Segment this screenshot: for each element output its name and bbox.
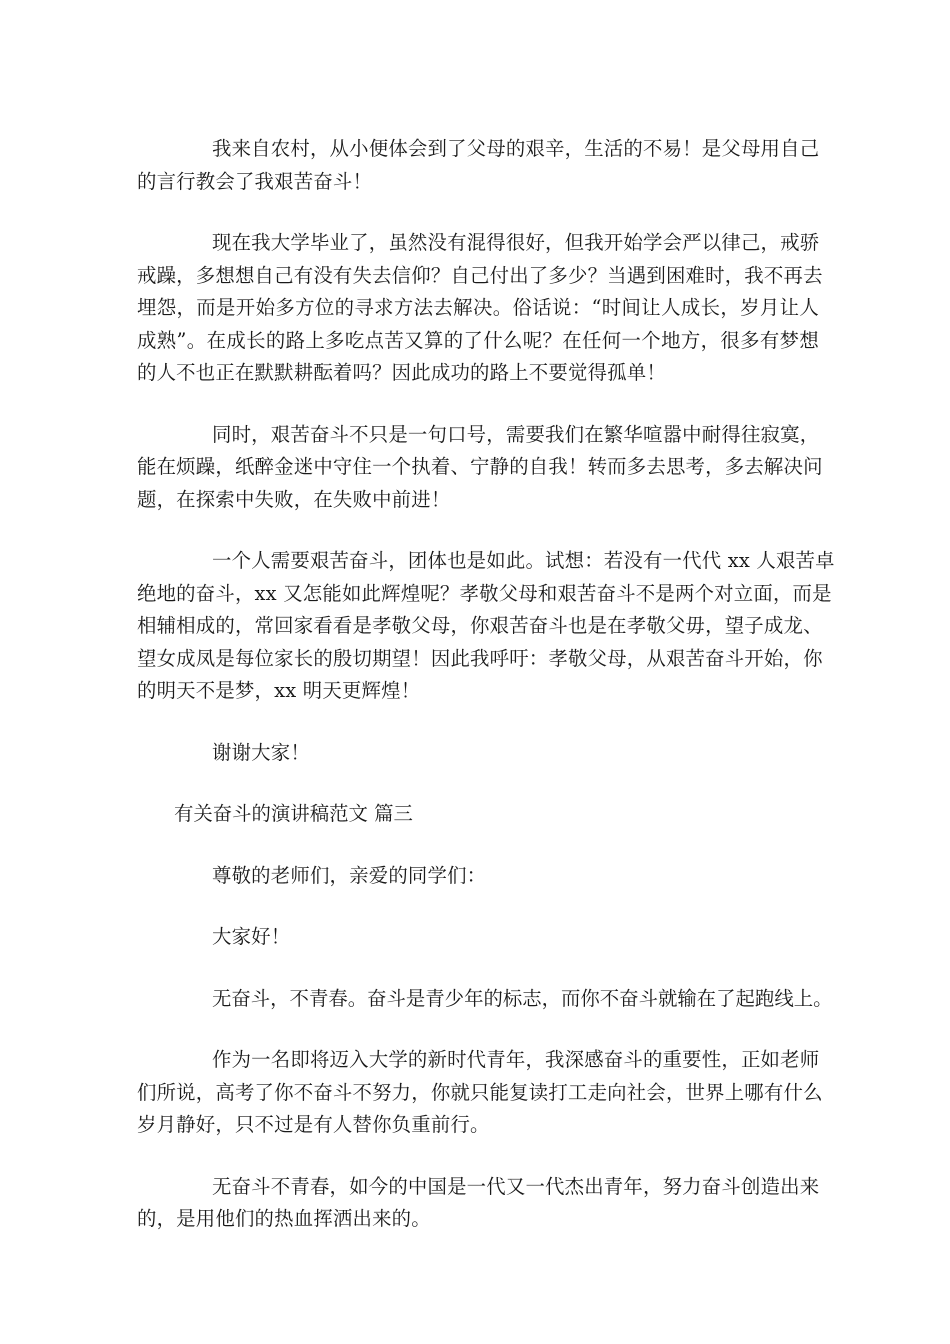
text-line: 尊敬的老师们，亲爱的同学们：	[212, 863, 487, 887]
text-line: 望女成凤是每位家长的殷切期望！因此我呼吁：孝敬父母，从艰苦奋斗开始，你	[137, 646, 823, 670]
paragraph-slogan	[137, 419, 823, 517]
paragraph-team	[137, 545, 835, 708]
text-line: 现在我大学毕业了，虽然没有混得很好，但我开始学会严以律己，戒骄	[212, 231, 820, 254]
text-line: 戒躁，多想想自己有没有失去信仰？自己付出了多少？当遇到困难时，我不再去	[137, 263, 823, 287]
paragraph-thanks	[137, 737, 819, 770]
paragraph-college	[137, 1044, 823, 1142]
paragraph-salutation	[137, 860, 819, 893]
text-line: 岁月静好，只不过是有人替你负重前行。	[137, 1113, 490, 1136]
text-line: 成熟”。在成长的路上多吃点苦又算的了什么呢？在任何一个地方，很多有梦想	[137, 328, 819, 352]
text-line: 一个人需要艰苦奋斗，团体也是如此。试想：若没有一代代 xx 人艰苦卓	[212, 549, 835, 572]
text-line: 大家好！	[212, 925, 291, 948]
text-line: 们所说，高考了你不奋斗不努力，你就只能复读打工走向社会，世界上哪有什么	[137, 1080, 823, 1104]
text-line: 无奋斗不青春，如今的中国是一代又一代杰出青年，努力奋斗创造出来	[212, 1174, 820, 1198]
text-line: 的言行教会了我艰苦奋斗！	[137, 169, 373, 193]
document-page	[137, 133, 835, 1265]
text-line: 的人不也正在默默耕酝着吗？因此成功的路上不要觉得孤单！	[137, 361, 666, 384]
text-line: 的明天不是梦，xx 明天更辉煌！	[137, 679, 421, 702]
text-line: 同时，艰苦奋斗不只是一句口号，需要我们在繁华喧嚣中耐得往寂寞，	[212, 422, 820, 446]
paragraph-farm-origin	[137, 133, 819, 198]
section-heading: 有关奋斗的演讲稿范文 篇三	[174, 802, 413, 825]
paragraph-youth	[137, 983, 833, 1016]
paragraph-greeting	[137, 921, 819, 954]
text-line: 谢谢大家！	[212, 740, 310, 764]
text-line: 无奋斗，不青春。奋斗是青少年的标志，而你不奋斗就输在了起跑线上。	[212, 986, 833, 1010]
text-line: 的，是用他们的热血挥洒出来的。	[137, 1207, 431, 1230]
paragraph-graduation	[137, 227, 823, 390]
text-line: 能在烦躁，纸醉金迷中守住一个执着、宁静的自我！转而多去思考，多去解决问	[137, 455, 823, 478]
text-line: 埋怨，而是开始多方位的寻求方法去解决。俗话说：“时间让人成长，岁月让人	[137, 296, 819, 319]
text-line: 作为一名即将迈入大学的新时代青年，我深感奋斗的重要性，正如老师	[212, 1048, 820, 1071]
text-line: 绝地的奋斗，xx 又怎能如此辉煌呢？孝敬父母和艰苦奋斗不是两个对立面，而是	[137, 581, 832, 605]
text-line: 相辅相成的，常回家看看是孝敬父母，你艰苦奋斗也是在孝敬父毋，望子成龙、	[137, 614, 823, 637]
text-line: 题，在探索中失败，在失败中前进！	[137, 487, 451, 511]
paragraph-china	[137, 1171, 819, 1236]
text-line: 我来自农村，从小便体会到了父母的艰辛，生活的不易！是父母用自己	[212, 137, 820, 160]
